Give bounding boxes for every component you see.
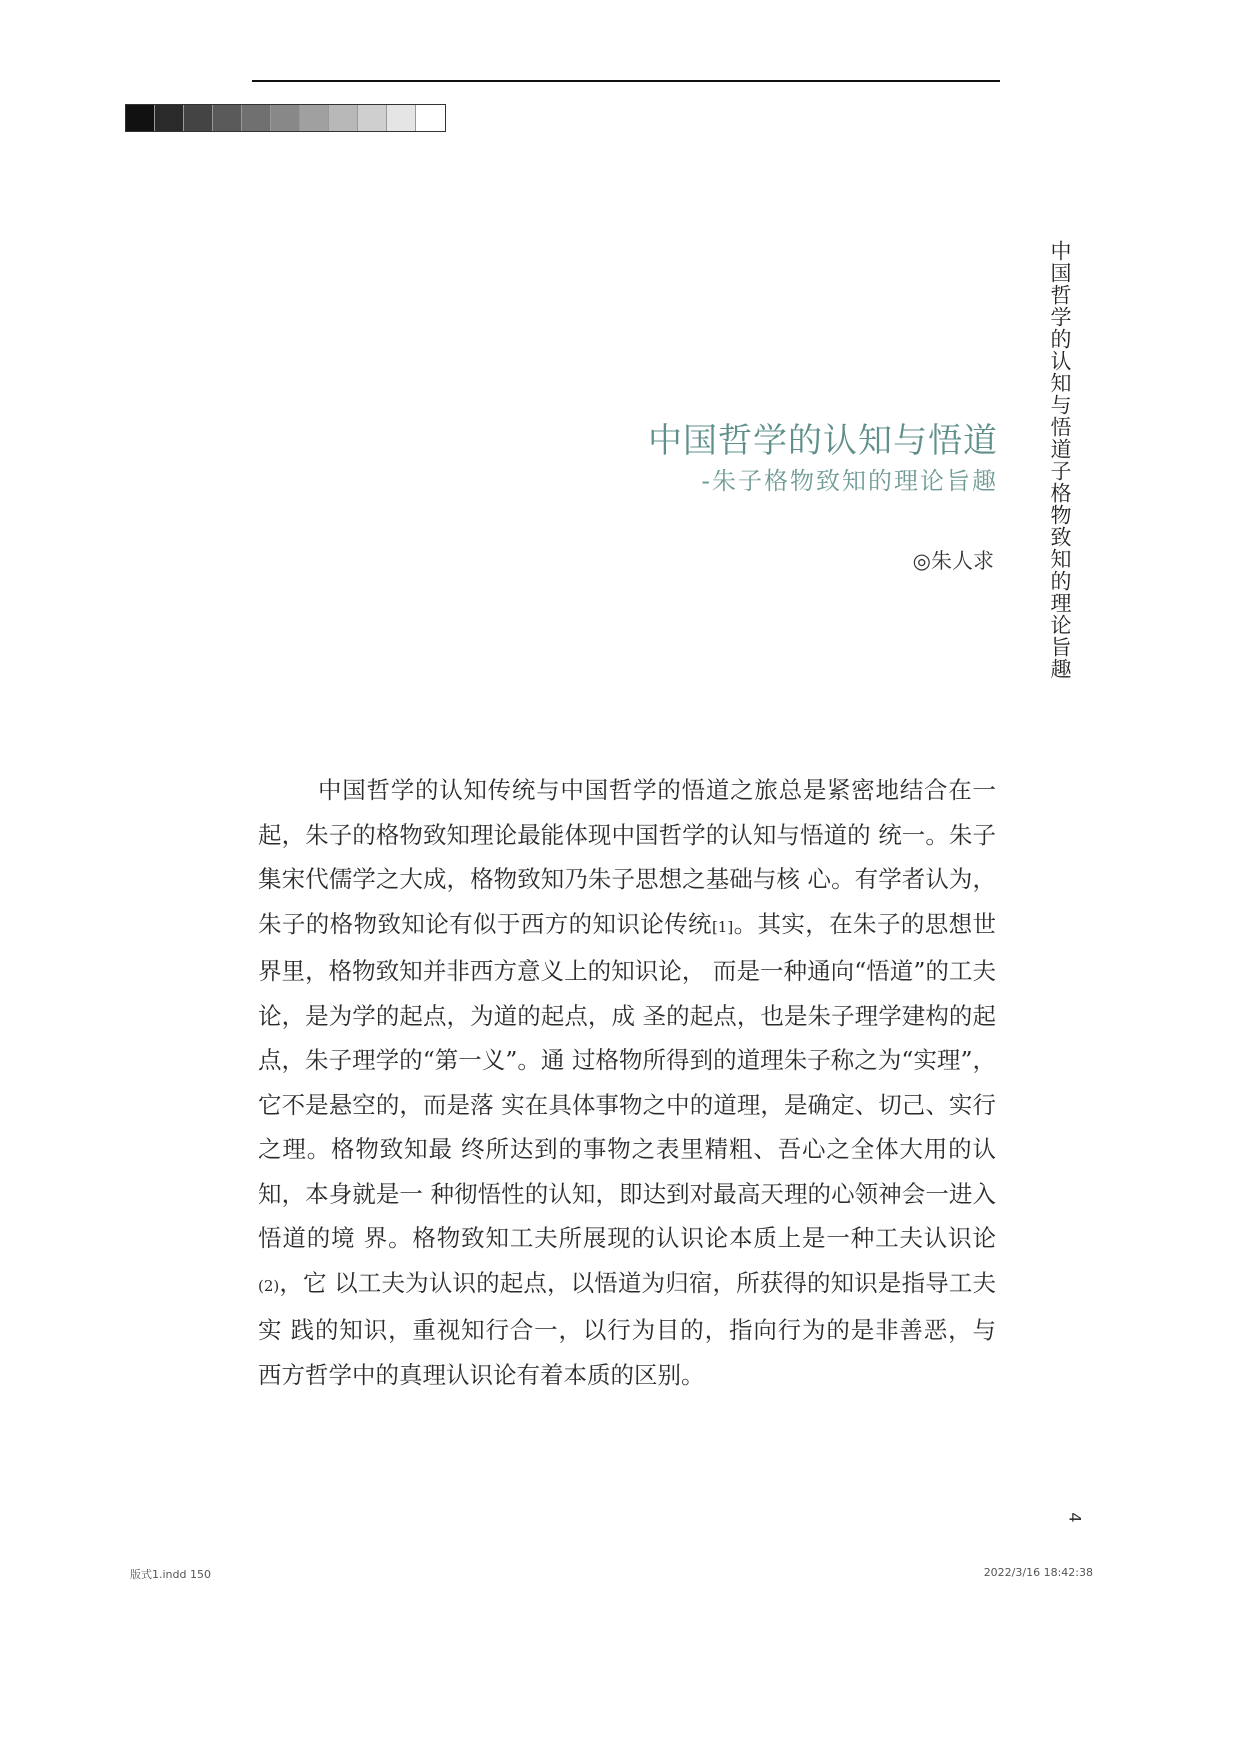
running-side-title: 中国哲学的认知与悟道子格物致知的理论旨趣 [1048,240,1072,680]
article-title: 中国哲学的认知与悟道 [648,421,998,461]
swatch [213,105,242,131]
author-name: ◎朱人求 [912,549,994,573]
footnote-ref: [1] [711,917,734,936]
swatch [126,105,155,131]
swatch [358,105,387,131]
body-text-part: 。其实，在朱子的思想世界里，格物致知并非西方意义上的知识论， 而是一种通向“悟道”的工夫论，是为学的起点，为道的起点，成 圣的起点，也是朱子理学建构的起点，朱子理学的“第一义”。通 过格物所得到的道理朱子称之为“实理”，它不是悬空的，而是落 实在具体事物之中的道理，是确定、切己、实行之理。格物致知最 终所达到的事物之表里精粗、吾心之全体大用的认知，本身就是一 种彻悟性的认知，即达到对最高天理的心领神会一进入悟道的境 界。格物致知工夫所展现的认识论本质上是一种工夫认识论 [258,909,997,1252]
body-text-part: ，它 以工夫为认识的起点，以悟道为归宿，所获得的知识是指导工夫实 践的知识，重视知行合一，以行为目的，指向行为的是非善恶，与 西方哲学中的真理认识论有着本质的区别。 [258,1268,996,1389]
swatch [155,105,184,131]
article-subtitle: -朱子格物致知的理论旨趣 [701,467,998,495]
swatch [242,105,271,131]
article-title-block [648,418,998,498]
swatch [184,105,213,131]
swatch [416,105,445,131]
header-rule [252,80,1000,82]
footer-timestamp: 2022/3/16 18:42:38 [983,1566,1093,1579]
swatch [300,105,329,131]
swatch [387,105,416,131]
body-text-part: 中国哲学的认知传统与中国哲学的悟道之旅总是紧密地结合在一起，朱子的格物致知理论最能体现中国哲学的认知与悟道的 统一。朱子集宋代儒学之大成，格物致知乃朱子思想之基础与核 心。有学者认为，朱子的格物致知论有似于西方的知识论传统 [258,776,996,938]
swatch [271,105,300,131]
swatch [329,105,358,131]
body-paragraph [258,768,996,1397]
color-calibration-bar [125,104,446,132]
footer-file-info: 版式1.indd 150 [130,1568,211,1581]
footnote-ref: (2) [258,1276,280,1295]
page-number: 4 [1065,1512,1085,1523]
